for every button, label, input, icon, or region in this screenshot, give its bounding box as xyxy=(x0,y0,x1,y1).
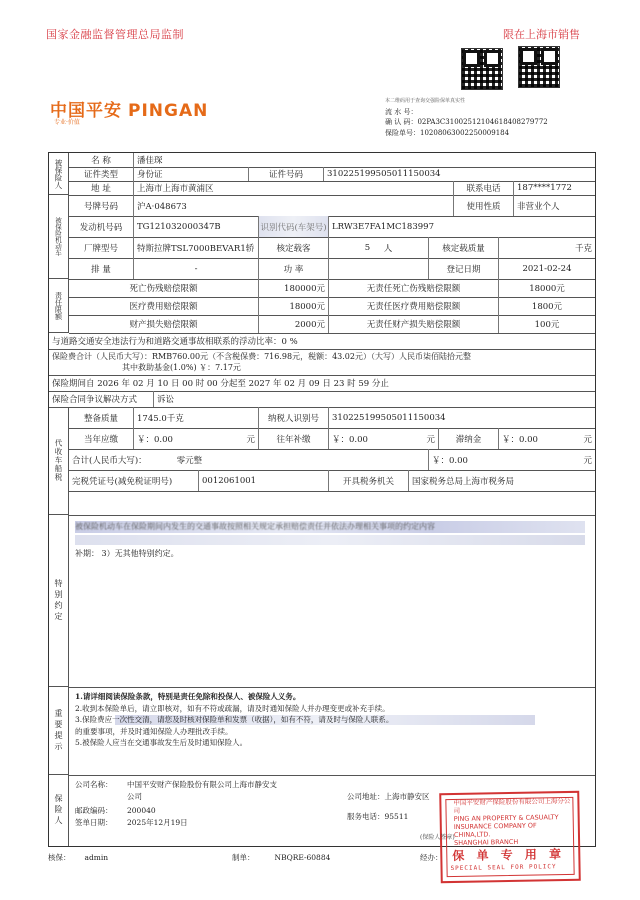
confirm-code: 02PA3C31002512104618408279772 xyxy=(417,118,548,126)
float-rate: 与道路交通安全违法行为和道路交通事故相联系的浮动比率：0 % xyxy=(52,337,298,347)
insurer-zip: 200040 xyxy=(127,806,156,815)
limit-value: 1800元 xyxy=(531,302,563,312)
registration-date: 2021-02-24 xyxy=(522,263,572,274)
insurer-company: 中国平安财产保险股份有限公司上海市静安支公司 xyxy=(127,780,277,801)
id-number: 310225199505011150034 xyxy=(327,169,441,179)
curb-weight: 1745.0千克 xyxy=(134,407,259,428)
dispute-method: 诉讼 xyxy=(157,395,175,405)
side-vehicle: 被保险机动车 xyxy=(54,217,62,256)
policy-table: 被保险人 名 称 潘佳琛 证件类型 身份证 证件号码 310225199505011150034 地 址 上海市上海市黄浦区 联系电话 187****1772 被保险机动车 号牌号码 沪A·048673 使用性质 非营业个人 发动机号码 TG121032000347B 识别代码(车架号) LRW3E7FA1MC183997 厂牌型号 特斯拉牌TSL7000BEVAR1轿 核定载客 5 人 核定载质量 千克 排 量 - 功 率 登记日期 2021-02-24 责任限额 死亡伤残赔偿限额 180000元 无责任死亡伤残赔偿限额 18000元 医疗费用赔偿限额 18000元 无责任医疗费用赔偿限额 1800元 财产损失赔偿限额 2000元 无责任财产损失赔偿限额 100元 与道路交通安全违法行为和道路交通事故相联系的浮动比率：0 % 保险费合计（人民币大写）：RMB760.00元（不含税保费：716.98元，税额：43.02元）（大写）人民币柒佰陆拾元整 其中救助基金(1.0%) ￥：7.17元 保险期间自 2026 年 02 月 10 日 00 时 00 分起至 2027 年 02 月 09 日 23 时 59 分止 保险合同争议解决方式 诉讼 代收车船税 整备质量 1745.0千克 纳税人识别号 310225199505011150034 当年应缴 ￥：0.00 元 往年补缴 ￥：0.00 元 滞纳金 ￥：0.00 元 合计(人民币大写)： 零元整 ￥：0.00 元 完税凭证号(减免税证明号) 0012061001 开具税务机关 国家税务总局上海市税务局 特别约定 被保险机动车在保险期间内发生的交通事故按照相关规定承担赔偿责任并依法办理相关事项的约定内容 补期： 3）无其他特别约定。 重要提示 1.请详细阅读保险条款，特别是责任免除和投保人、被保险人义务。 2.收到本保险单后，请立即核对，如有不符或疏漏，请及时通知保险人并办理变更或补充手续。 3.保险费应一次性交清，请您及时核对保险单和发票（收据），如有不符，请及时与保险人联系。 的重要事项，并及时通知保险人办理批改手续。 5.被保险人应当在交通事故发生后及时通知保险人。 保险人 公司名称： 中国平安财产保险股份有限公司上海市静安支公司 邮政编码： 200040 签单日期： 2025年12月19日 公司地址：上海市静安区 服务电话：95511 xyxy=(48,152,596,847)
notice-list: 1.请详细阅读保险条款，特别是责任免除和投保人、被保险人义务。 2.收到本保险单后，请立即核对，如有不符或疏漏，请及时通知保险人并办理变更或补充手续。 3.保险费应一次性交清，请您及时核对保险单和发票（收据），如有不符，请及时与保险人联系。 的重要事项，并及时通知保险人办理批改手续。 5.被保险人应当在交通事故发生后及时通知保险人。 xyxy=(75,691,393,749)
pingan-logo: 中国平安 PINGAN 专业·价值 xyxy=(50,101,209,126)
tax-cert-number: 0012061001 xyxy=(199,470,329,491)
side-insured: 被保险人 xyxy=(54,158,63,189)
seat-count: 5 xyxy=(364,242,371,253)
limit-value: 2000元 xyxy=(259,315,329,333)
vehicle-use: 非营业个人 xyxy=(517,201,560,212)
footer-underwriter: 核保： admin xyxy=(48,853,109,862)
policy-number: 10208063002250009184 xyxy=(420,128,510,137)
displacement: - xyxy=(134,258,259,279)
limit-value: 18000元 xyxy=(259,297,329,315)
supervision-note: 国家金融监督管理总局监制 xyxy=(46,28,184,41)
insurer-phone: 95511 xyxy=(384,812,409,821)
footer-maker: 制单： NBQRE-60884 xyxy=(232,853,331,862)
tax-total: ￥：0.00 xyxy=(432,455,468,466)
taxpayer-id: 310225199505011150034 xyxy=(332,412,446,423)
tax-authority: 国家税务总局上海市税务局 xyxy=(412,476,515,487)
qr-code-icon xyxy=(461,48,503,90)
insured-name: 潘佳琛 xyxy=(137,156,163,166)
sales-region-note: 限在上海市销售 xyxy=(503,28,580,41)
footer-agent: 经办： xyxy=(420,853,443,862)
limit-value: 18000元 xyxy=(529,284,565,294)
limit-value: 100元 xyxy=(534,320,560,330)
plate-number: 沪A·048673 xyxy=(134,195,454,216)
side-special: 特别约定 xyxy=(54,578,63,623)
qr-code-icon xyxy=(518,46,560,88)
rescue-fund: 其中救助基金(1.0%) ￥：7.17元 xyxy=(122,363,241,372)
vin-number: LRW3E7FA1MC183997 xyxy=(332,221,434,232)
engine-number: TG121032000347B xyxy=(134,216,259,237)
side-notice: 重要提示 xyxy=(54,708,63,753)
special-terms: 补期： 3）无其他特别约定。 xyxy=(75,549,179,558)
insurer-sign-label: (保险人签章) xyxy=(420,834,455,841)
premium-total: 保险费合计（人民币大写）：RMB760.00元（不含税保费：716.98元，税额：43.02元）（大写）人民币柒佰陆拾元整 xyxy=(52,352,471,361)
tax-total-words: 零元整 xyxy=(176,455,203,466)
limit-value: 180000元 xyxy=(259,279,329,297)
vehicle-model: 特斯拉牌TSL7000BEVAR1轿 xyxy=(134,237,259,258)
insurer-address: 上海市静安区 xyxy=(384,792,430,801)
side-insurer: 保险人 xyxy=(54,794,63,827)
insurance-period: 保险期间自 2026 年 02 月 10 日 00 时 00 分起至 2027 年 02 月 09 日 23 时 59 分止 xyxy=(52,379,389,389)
policy-meta: 本二维码用于查询交强险保单真实性 流 水 号： 确 认 码：02PA3C31002512104618408279772 保险单号：10208063002250009184 xyxy=(385,98,548,137)
id-type: 身份证 xyxy=(134,167,249,181)
policy-seal-stamp: 中国平安财产保险股份有限公司上海分公司 PING AN PROPERTY & CASUALTY INSURANCE COMPANY OF CHINA,LTD. SHANGHAI BRANCH 保 单 专 用 章 SPECIAL SEAL FOR POLICY xyxy=(439,791,581,883)
insured-address: 上海市上海市黄浦区 xyxy=(134,181,454,195)
special-terms-blurred: 被保险机动车在保险期间内发生的交通事故按照相关规定承担赔偿责任并依法办理相关事项的约定内容 xyxy=(75,522,435,531)
insured-phone: 187****1772 xyxy=(517,183,572,193)
side-tax: 代收车船税 xyxy=(54,439,63,482)
qr-note: 本二维码用于查询交强险保单真实性 xyxy=(385,98,466,104)
side-limits: 责任限额 xyxy=(54,291,63,320)
sign-date: 2025年12月19日 xyxy=(127,818,188,827)
